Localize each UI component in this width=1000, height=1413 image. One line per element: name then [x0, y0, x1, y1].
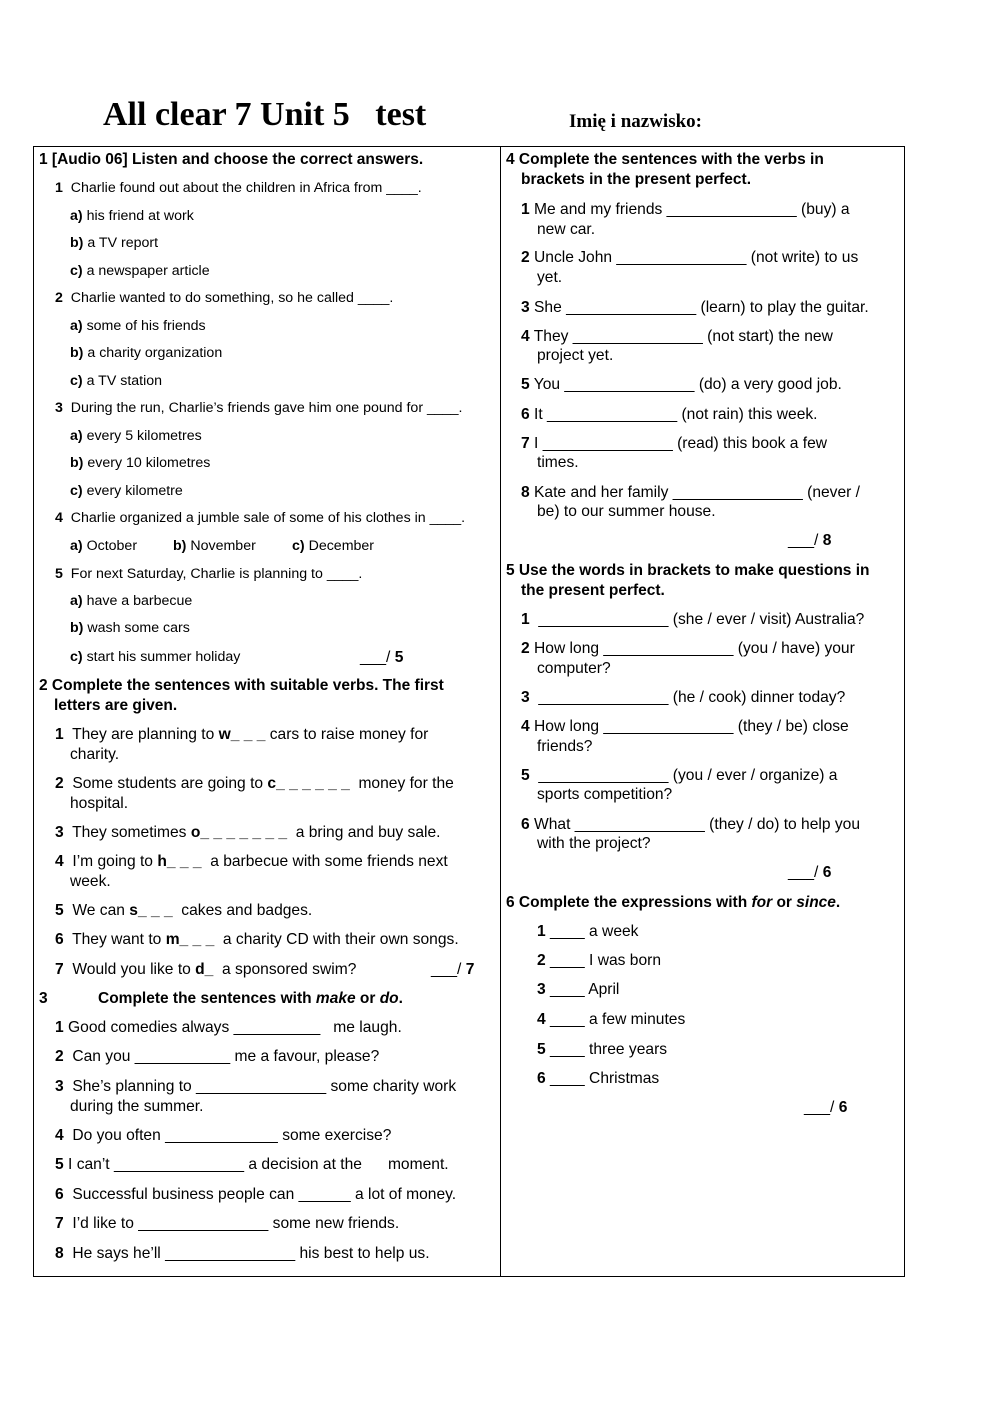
ex2-item-4: 4 I’m going to h_ _ _ a barbecue with some friends next: [55, 853, 448, 870]
ex1-q1-option-c: c) a newspaper article: [70, 263, 210, 279]
ex2-item-3: 3 They sometimes o_ _ _ _ _ _ _ a bring and buy sale.: [55, 824, 441, 841]
ex4-heading-line2: brackets in the present perfect.: [521, 171, 751, 188]
ex4-item-7: 7 I _______________ (read) this book a few: [521, 435, 828, 452]
ex4-item-2-cont: yet.: [537, 269, 563, 286]
ex1-q2: 2 Charlie wanted to do something, so he called ____.: [55, 290, 394, 306]
ex6-item-2: 2 ____ I was born: [537, 952, 661, 969]
ex3-item-3: 3 She’s planning to _______________ some charity work: [55, 1078, 457, 1095]
ex6-score: ___/ 6: [804, 1099, 848, 1116]
ex4-item-7-cont: times.: [537, 454, 579, 471]
ex4-item-8: 8 Kate and her family _______________ (never /: [521, 484, 860, 501]
ex3-item-4: 4 Do you often _____________ some exercise?: [55, 1127, 392, 1144]
ex1-q5-option-a: a) have a barbecue: [70, 593, 193, 609]
ex5-item-2-cont: computer?: [537, 660, 611, 677]
ex6-item-6: 6 ____ Christmas: [537, 1070, 660, 1087]
ex5-score: ___/ 6: [788, 864, 832, 881]
ex4-item-4-cont: project yet.: [537, 347, 614, 364]
ex1-heading: 1 [Audio 06] Listen and choose the correct answers.: [39, 151, 424, 168]
ex1-q2-option-a: a) some of his friends: [70, 318, 206, 334]
ex3-item-6: 6 Successful business people can ______ a lot of money.: [55, 1186, 457, 1203]
ex1-q4-option-b: b) November: [173, 538, 256, 554]
ex1-q5: 5 For next Saturday, Charlie is planning to ____.: [55, 566, 363, 582]
ex1-q1-option-a: a) his friend at work: [70, 208, 194, 224]
ex3-item-3-cont: during the summer.: [70, 1098, 204, 1115]
ex5-item-6-cont: with the project?: [537, 835, 651, 852]
ex2-item-5: 5 We can s_ _ _ cakes and badges.: [55, 902, 313, 919]
ex1-q4-option-c: c) December: [292, 538, 375, 554]
ex5-heading-line2: the present perfect.: [521, 582, 665, 599]
ex3-item-1: 1 Good comedies always __________ me laugh.: [55, 1019, 402, 1036]
ex1-q3-option-b: b) every 10 kilometres: [70, 455, 211, 471]
ex4-item-5: 5 You _______________ (do) a very good job.: [521, 376, 842, 393]
ex3-item-2: 2 Can you ___________ me a favour, please?: [55, 1048, 380, 1065]
ex2-item-2: 2 Some students are going to c_ _ _ _ _ _ money for the: [55, 775, 454, 792]
ex4-item-6: 6 It _______________ (not rain) this week.: [521, 406, 818, 423]
ex2-item-6: 6 They want to m_ _ _ a charity CD with their own songs.: [55, 931, 459, 948]
ex5-item-4-cont: friends?: [537, 738, 593, 755]
ex5-item-5-cont: sports competition?: [537, 786, 673, 803]
ex4-item-1-cont: new car.: [537, 221, 596, 238]
ex1-q4: 4 Charlie organized a jumble sale of some of his clothes in ____.: [55, 510, 466, 526]
ex1-q2-option-c: c) a TV station: [70, 373, 163, 389]
ex6-item-1: 1 ____ a week: [537, 923, 639, 940]
ex3-item-5: 5 I can’t _______________ a decision at the moment.: [55, 1156, 449, 1173]
ex1-score: ___/ 5: [360, 649, 404, 666]
ex4-score: ___/ 8: [788, 532, 832, 549]
ex2-item-2-cont: hospital.: [70, 795, 129, 812]
ex2-heading-line2: letters are given.: [54, 697, 178, 714]
ex5-item-5: 5 _______________ (you / ever / organize) a: [521, 767, 838, 784]
ex2-score: ___/ 7: [431, 961, 475, 978]
ex3-item-8: 8 He says he’ll _______________ his best to help us.: [55, 1245, 430, 1262]
name-label: Imię i nazwisko:: [569, 111, 702, 132]
ex4-item-2: 2 Uncle John _______________ (not write) to us: [521, 249, 859, 266]
ex4-item-4: 4 They _______________ (not start) the new: [521, 328, 833, 345]
ex1-q4-option-a: a) October: [70, 538, 138, 554]
ex4-item-1: 1 Me and my friends _______________ (buy) a: [521, 201, 850, 218]
ex1-q1: 1 Charlie found out about the children in Africa from ____.: [55, 180, 422, 196]
ex4-heading-line1: 4 Complete the sentences with the verbs in: [506, 151, 824, 168]
ex1-q2-option-b: b) a charity organization: [70, 345, 223, 361]
ex6-item-5: 5 ____ three years: [537, 1041, 668, 1058]
ex4-item-8-cont: be) to our summer house.: [537, 503, 716, 520]
ex6-item-4: 4 ____ a few minutes: [537, 1011, 686, 1028]
ex2-heading-line1: 2 Complete the sentences with suitable verbs. The first: [39, 677, 444, 694]
ex5-item-1: 1 _______________ (she / ever / visit) Australia?: [521, 611, 865, 628]
ex2-item-4-cont: week.: [70, 873, 111, 890]
ex1-q3-option-a: a) every 5 kilometres: [70, 428, 202, 444]
ex2-item-7: 7 Would you like to d_ a sponsored swim?: [55, 961, 357, 978]
ex6-item-3: 3 ____ April: [537, 981, 620, 998]
ex1-q3-option-c: c) every kilometre: [70, 483, 183, 499]
ex5-item-2: 2 How long _______________ (you / have) your: [521, 640, 855, 657]
ex1-q1-option-b: b) a TV report: [70, 235, 159, 251]
ex5-item-4: 4 How long _______________ (they / be) close: [521, 718, 849, 735]
ex1-q5-option-c: c) start his summer holiday: [70, 649, 241, 665]
ex5-heading-line1: 5 Use the words in brackets to make questions in: [506, 562, 870, 579]
ex1-q5-option-b: b) wash some cars: [70, 620, 190, 636]
ex3-item-7: 7 I’d like to _______________ some new friends.: [55, 1215, 400, 1232]
ex3-number: 3: [39, 990, 48, 1007]
ex4-item-3: 3 She _______________ (learn) to play the guitar.: [521, 299, 869, 316]
ex2-item-1-cont: charity.: [70, 746, 120, 763]
ex5-item-3: 3 _______________ (he / cook) dinner today?: [521, 689, 846, 706]
ex2-item-1: 1 They are planning to w_ _ _ cars to raise money for: [55, 726, 429, 743]
ex5-item-6: 6 What _______________ (they / do) to help you: [521, 816, 861, 833]
column-divider: [500, 147, 501, 1276]
page-title: All clear 7 Unit 5 test: [103, 96, 427, 133]
ex3-heading: Complete the sentences with make or do.: [98, 990, 403, 1007]
ex1-q3: 3 During the run, Charlie’s friends gave him one pound for ____.: [55, 400, 463, 416]
ex6-heading: 6 Complete the expressions with for or since.: [506, 894, 841, 911]
